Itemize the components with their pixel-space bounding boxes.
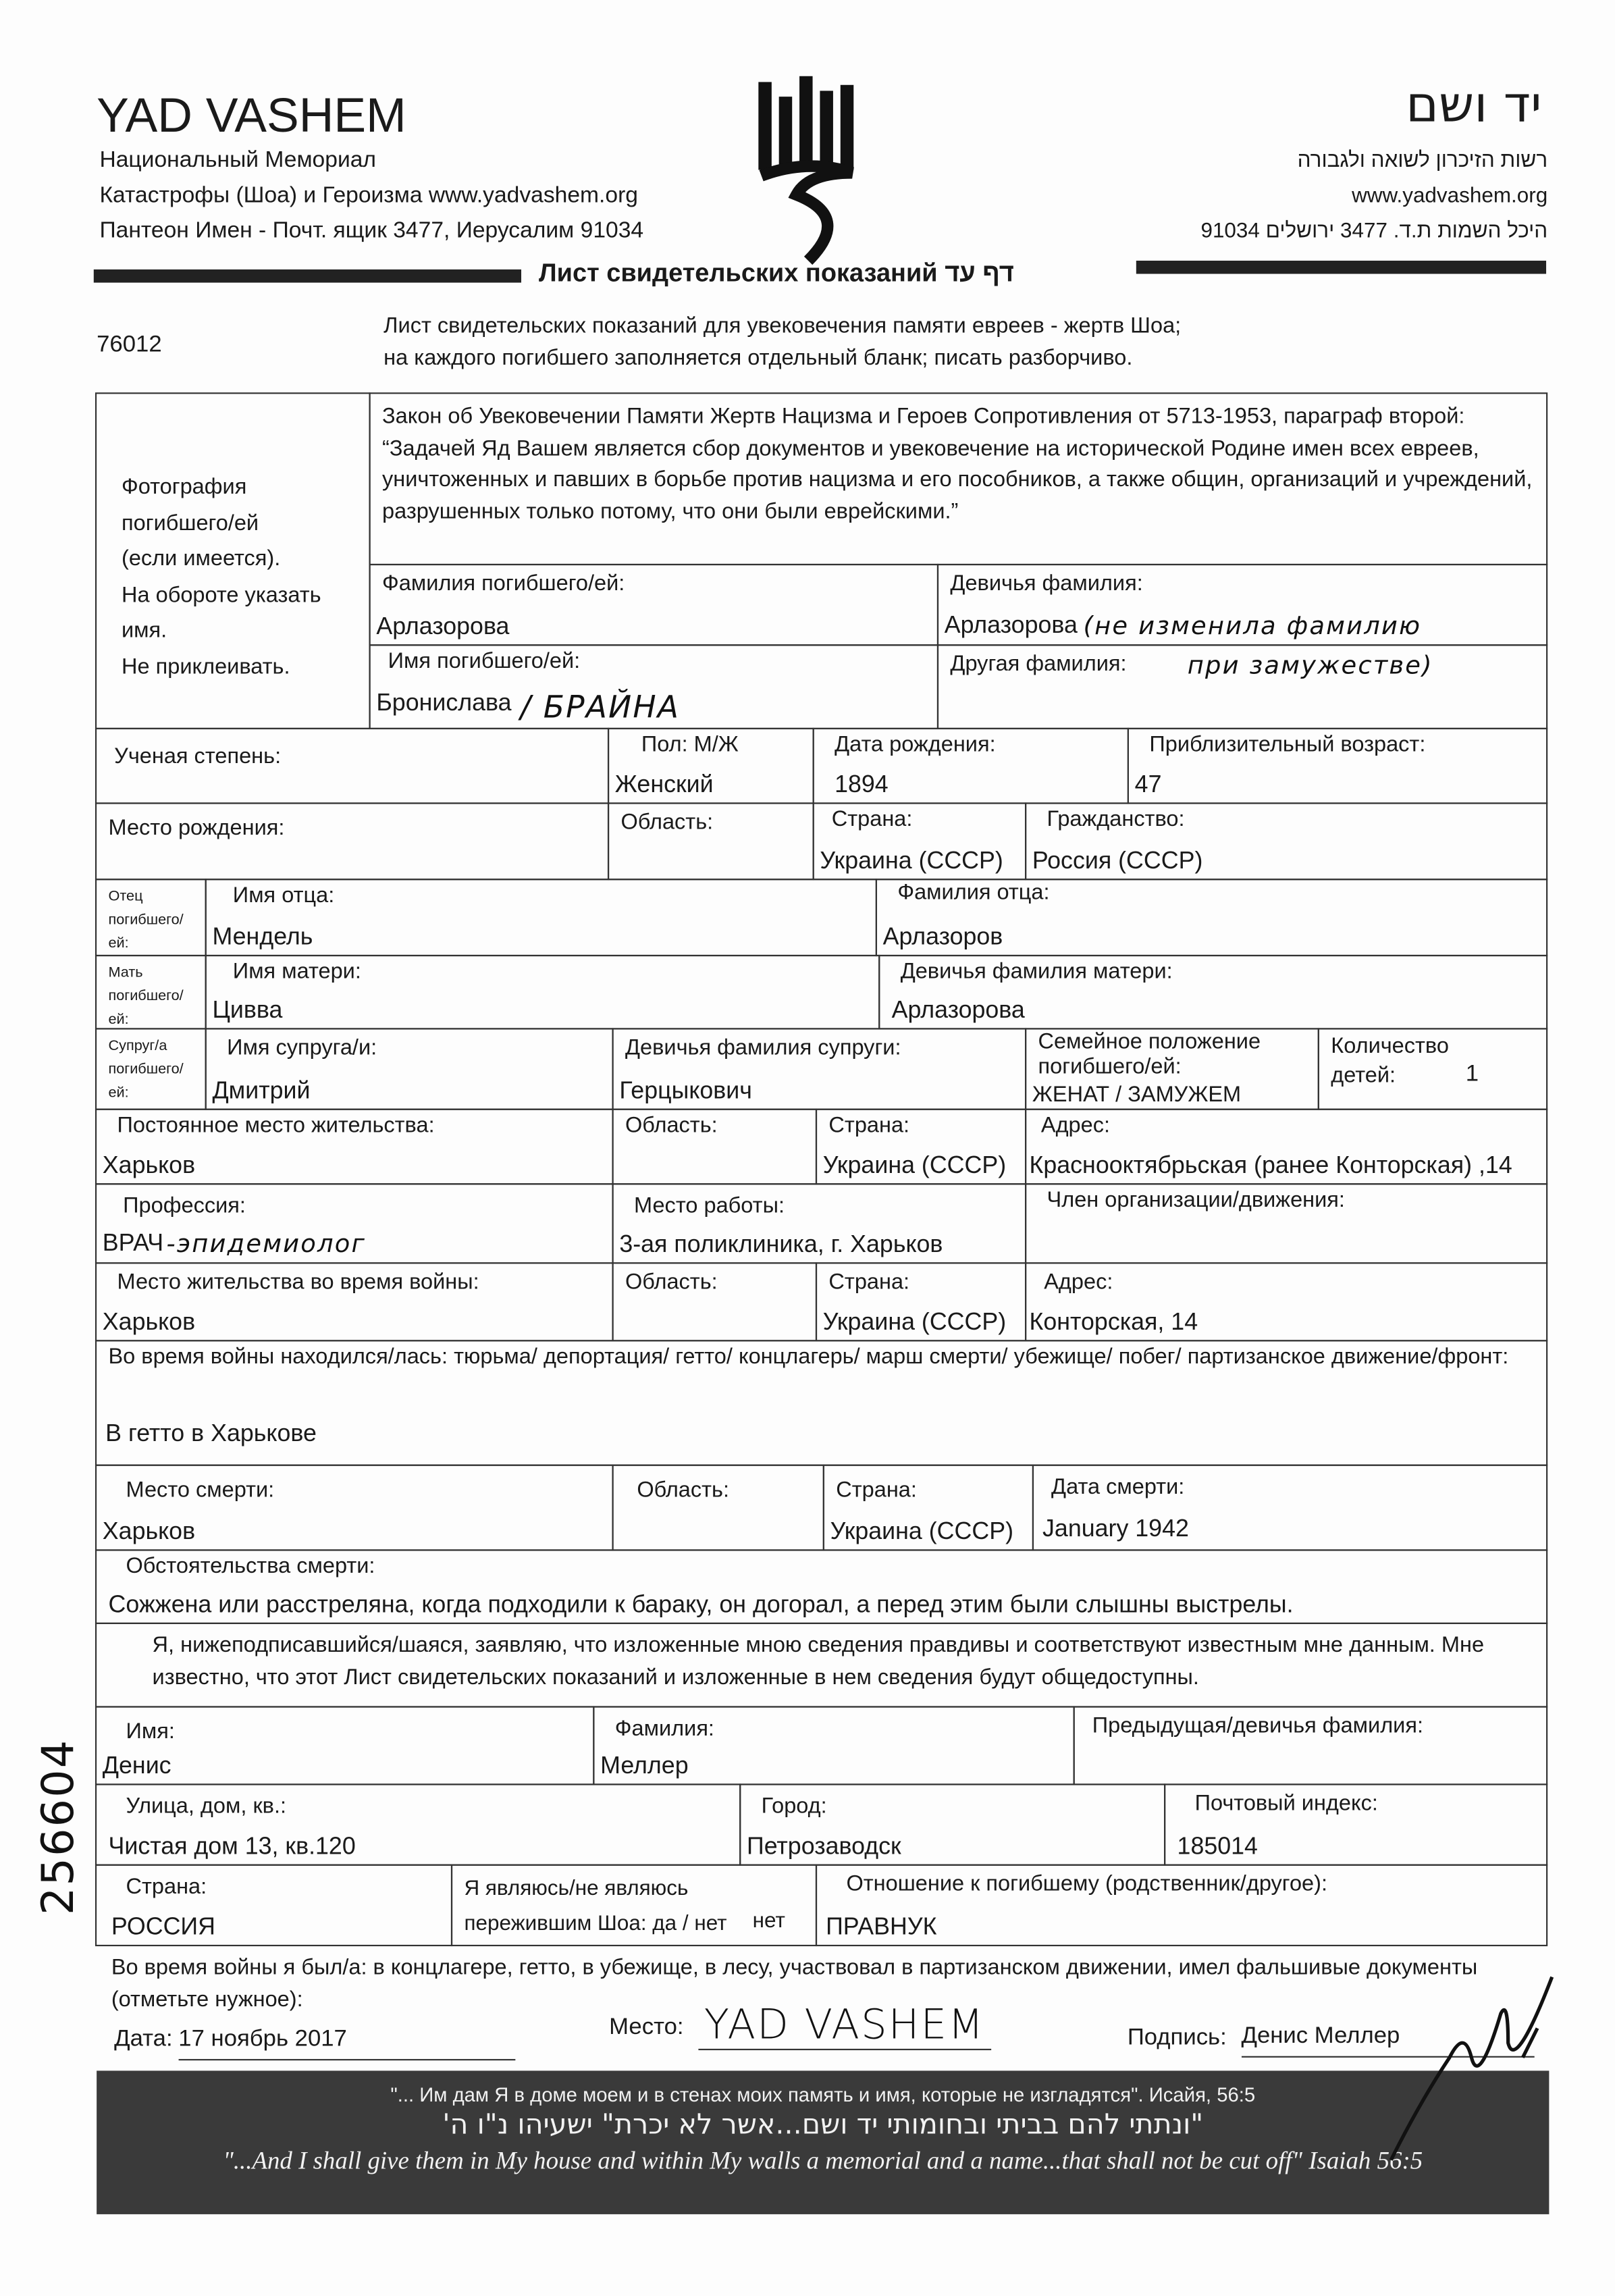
place-field[interactable] [609, 2000, 990, 2050]
photo-note-line: погибшего/ей [121, 510, 259, 536]
field-value: Россия (СССР) [1032, 847, 1203, 875]
citizenship-field[interactable] [1025, 802, 1547, 880]
field-value: Цивва [212, 997, 283, 1024]
death-date-field[interactable] [1032, 1465, 1547, 1551]
victim-other-surname-field[interactable] [937, 644, 1547, 729]
side-label: Отец погибшего/ей: [108, 889, 184, 952]
handwritten-note: -эпидемиолог [166, 1230, 367, 1259]
handwritten-note: (не изменила фамилию [1083, 612, 1422, 642]
field-value: Мендель [212, 924, 313, 951]
field-value: Дмитрий [212, 1078, 311, 1105]
field-label: Фамилия погибшего/ей: [382, 571, 625, 596]
field-value: 3-ая поликлиника, г. Харьков [619, 1231, 943, 1258]
field-value: 17 ноябрь 2017 [178, 2027, 515, 2060]
address-line: רשות הזיכרון לשואה ולגבורה [1297, 149, 1548, 173]
field-label: Отношение к погибшему (родственник/другое): [846, 1871, 1328, 1897]
photo-note-line: Не приклеивать. [121, 654, 290, 679]
victim-firstname-field[interactable] [369, 644, 938, 729]
field-label: Подпись: [1127, 2025, 1227, 2051]
field-label: Имя погибшего/ей: [388, 648, 581, 674]
field-value: Петрозаводск [746, 1833, 901, 1860]
photo-box [95, 392, 371, 729]
field-value: Герцыкович [619, 1078, 752, 1105]
father-surname-field[interactable] [876, 879, 1547, 956]
quote-banner [97, 2070, 1549, 2214]
residence-field[interactable] [95, 1109, 614, 1185]
field-label: Имя: [126, 1719, 175, 1744]
field-label: Фамилия отца: [897, 880, 1050, 906]
field-label: Девичья фамилия: [950, 571, 1143, 596]
form-number: 76012 [97, 332, 162, 358]
intro-line: Лист свидетельских показаний для увековечения памяти евреев - жертв Шоа; [383, 313, 1182, 338]
field-value: ЖЕНАТ / ЗАМУЖЕМ [1032, 1082, 1242, 1107]
field-label: Страна: [828, 1113, 910, 1139]
yad-vashem-logo [749, 70, 866, 276]
field-label: Член организации/движения: [1047, 1187, 1345, 1213]
mother-side-label [95, 955, 207, 1030]
field-label: Область: [620, 810, 714, 835]
law-text: Закон об Увековечении Памяти Жертв Нацизма и Героев Сопротивления от 5713-1953, параграф второй: “Задачей Яд Вашем является сбор документов и увековечение на исторической Родине имен всех евреев, уничтоженных и павших в борьбе против нацизма и его пособников, а также общин, организаций и учреждений, разрушенных только потому, что они были еврейскими.” [382, 404, 1533, 524]
field-value: Украина (СССР) [822, 1309, 1007, 1336]
children-count-field[interactable] [1318, 1028, 1547, 1110]
field-label: Девичья фамилия матери: [900, 959, 1173, 985]
submitter-street-field[interactable] [95, 1783, 741, 1865]
residence-address-field[interactable] [1025, 1109, 1547, 1185]
field-value: January 1942 [1042, 1515, 1189, 1542]
field-label: Приблизительный возраст: [1149, 732, 1426, 758]
field-label: Место работы: [634, 1193, 785, 1219]
form-title: Лист свидетельских показаний דף עד [539, 257, 1014, 288]
field-label: Улица, дом, кв.: [126, 1794, 287, 1819]
field-value: Арлазорова [891, 997, 1025, 1024]
field-value: Арлазорова [944, 612, 1078, 639]
field-value: Харьков [102, 1518, 196, 1545]
victim-surname-field[interactable] [369, 564, 938, 646]
field-value: 1894 [835, 771, 889, 798]
mother-name-field[interactable] [205, 955, 880, 1030]
submitter-country-field[interactable] [95, 1864, 452, 1946]
intro-text [383, 311, 1181, 375]
intro-line: на каждого погибшего заполняется отдельный бланк; писать разборчиво. [383, 345, 1133, 371]
field-label: Место: [609, 2014, 684, 2040]
father-side-label [95, 879, 207, 956]
submitter-zip-field[interactable] [1164, 1783, 1547, 1865]
profession-field[interactable] [95, 1183, 614, 1263]
residence-region-field[interactable] [612, 1109, 817, 1185]
photo-note-line: На обороте указать [121, 582, 321, 607]
field-value: Краснооктябрьская (ранее Конторская) ,14 [1029, 1152, 1512, 1179]
field-label: Страна: [836, 1478, 917, 1503]
workplace-field[interactable] [612, 1183, 1026, 1263]
field-label: Область: [625, 1270, 718, 1295]
birth-date-field[interactable] [813, 728, 1129, 804]
field-value: 185014 [1177, 1833, 1258, 1860]
photo-note-line: Фотография [121, 474, 247, 500]
war-self-text: Во время войны я был/а: в концлагере, гетто, в убежище, в лесу, участвовал в партизанском движении, имел фальшивые документы (отметьте нужное): [111, 1955, 1478, 2012]
survivor-field[interactable] [451, 1864, 817, 1946]
field-label: Предыдущая/девичья фамилия: [1092, 1713, 1424, 1739]
field-label: Девичья фамилия супруги: [625, 1035, 901, 1061]
field-value: Украина (СССР) [820, 847, 1003, 875]
side-label: Супруг/а погибшего/ей: [108, 1038, 184, 1101]
submitter-city-field[interactable] [739, 1783, 1165, 1865]
field-value: РОССИЯ [111, 1914, 215, 1941]
mother-surname-field[interactable] [878, 955, 1547, 1030]
degree-field[interactable] [95, 728, 609, 804]
field-value: Денис Меллер [1241, 2024, 1534, 2058]
field-value: Сожжена или расстреляна, когда подходили к бараку, он догорал, а перед этим были слышны выстрелы. [108, 1592, 1294, 1619]
address-line: www.yadvashem.org [1352, 184, 1548, 208]
header-rule [94, 269, 521, 283]
field-label: Страна: [828, 1270, 910, 1295]
field-value: ПРАВНУК [826, 1914, 937, 1941]
quote-english: "...And I shall give them in My house and within My walls a memorial and a name...that shall not be cut off" Isaiah 56:5 [223, 2147, 1423, 2175]
war-status-field[interactable] [95, 1340, 1547, 1465]
field-label: Имя супруга/и: [227, 1035, 377, 1061]
residence-country-field[interactable] [816, 1109, 1026, 1185]
spouse-side-label [95, 1028, 207, 1110]
field-label: Фамилия: [614, 1716, 714, 1742]
field-value: Украина (СССР) [822, 1152, 1007, 1179]
field-label: Семейное положение погибшего/ей: [1038, 1029, 1261, 1080]
war-country-field[interactable] [816, 1262, 1026, 1341]
quote-russian: "... Им дам Я в доме моем и в стенах моих память и имя, которые не изгладятся". Исайя, 56:5 [390, 2083, 1256, 2106]
marital-status-field[interactable] [1025, 1028, 1319, 1110]
war-region-field[interactable] [612, 1262, 817, 1341]
field-value: В гетто в Харькове [105, 1420, 317, 1447]
field-label: Обстоятельства смерти: [126, 1553, 375, 1579]
field-label: Почтовый индекс: [1194, 1791, 1378, 1817]
field-label: Область: [625, 1113, 718, 1139]
address-line: Национальный Мемориал [99, 148, 377, 173]
date-field[interactable] [114, 2027, 515, 2060]
field-label: Дата: [114, 2027, 173, 2052]
spouse-name-field[interactable] [205, 1028, 614, 1110]
death-region-field[interactable] [612, 1465, 824, 1551]
field-label: Место рождения: [108, 815, 285, 841]
field-label: Адрес: [1040, 1113, 1111, 1139]
photo-note-line: имя. [121, 618, 167, 644]
relation-field[interactable] [816, 1864, 1547, 1946]
field-label: Адрес: [1044, 1270, 1113, 1295]
age-field[interactable] [1128, 728, 1547, 804]
field-label: Во время войны находился/лась: тюрьма/ депортация/ гетто/ концлагерь/ марш смерти/ убежище/ побег/ партизанское движение/фронт: [108, 1344, 1509, 1369]
gender-field[interactable] [608, 728, 814, 804]
field-label: Пол: М/Ж [641, 732, 739, 758]
war-address-field[interactable] [1025, 1262, 1547, 1341]
field-value: Денис [102, 1752, 171, 1779]
handwritten-place: YAD VASHEM [698, 2000, 990, 2050]
war-residence-field[interactable] [95, 1262, 614, 1341]
hebrew-address [1200, 144, 1547, 249]
field-label: Страна: [831, 806, 913, 832]
organization-field[interactable] [1025, 1183, 1547, 1263]
hebrew-brand: יד ושם [1406, 76, 1542, 135]
father-name-field[interactable] [205, 879, 877, 956]
submitter-name-field[interactable] [95, 1706, 594, 1785]
field-label: Дата рождения: [835, 732, 996, 758]
submitter-prev-surname-field[interactable] [1074, 1706, 1548, 1785]
field-label: Область: [637, 1478, 730, 1503]
address-line: היכל השמות ת.ד. 3477 ירושלים 91034 [1200, 219, 1548, 243]
field-label: Я являюсь/не являюсь пережившим Шоа: да / нет [464, 1877, 727, 1936]
field-value: Арлазорова [376, 613, 510, 640]
field-label: Количество детей: [1331, 1034, 1449, 1089]
address-line: Катастрофы (Шоа) и Героизма www.yadvashem.org [99, 183, 639, 208]
quote-hebrew: "ונתתי להם בביתי ובחומותי יד ושם...אשר לא יכרת" ישעיהו נ"ו ה' [442, 2108, 1204, 2141]
field-label: Постоянное место жительства: [117, 1113, 435, 1139]
field-label: Город: [761, 1794, 827, 1819]
field-value: Женский [614, 771, 714, 798]
field-label: Гражданство: [1047, 806, 1185, 832]
side-label: Мать погибшего/ей: [108, 965, 184, 1028]
field-label: Профессия: [123, 1193, 246, 1219]
death-place-field[interactable] [95, 1465, 614, 1551]
field-value: нет [752, 1909, 785, 1933]
field-label: Другая фамилия: [950, 652, 1127, 677]
field-label: Страна: [126, 1874, 207, 1900]
birth-region-field[interactable] [608, 802, 814, 880]
birth-place-field[interactable] [95, 802, 609, 880]
signature-scribble [1362, 1970, 1567, 2175]
field-value: Харьков [102, 1152, 196, 1179]
field-label: Дата смерти: [1051, 1474, 1185, 1500]
field-value: 47 [1134, 771, 1162, 798]
handwritten-note: при замужестве) [1187, 652, 1433, 681]
declaration-text: Я, нижеподписавшийся/шаяся, заявляю, что изложенные мною сведения правдивы и соответствуют известным мне данным. Мне известно, что этот Лист свидетельских показаний и изложенные в нем сведения будут общедоступны. [152, 1632, 1485, 1690]
field-value: ВРАЧ [102, 1230, 164, 1257]
field-value: Чистая дом 13, кв.120 [108, 1833, 356, 1860]
law-text-box [369, 392, 1547, 565]
field-value: Конторская, 14 [1029, 1309, 1198, 1336]
spouse-maiden-field[interactable] [612, 1028, 1026, 1110]
brand-address [99, 144, 643, 249]
field-value: Арлазоров [882, 924, 1003, 951]
photo-note-line: (если имеется). [121, 546, 281, 571]
field-value: Украина (СССР) [830, 1518, 1014, 1545]
handwritten-note: / БРАЙНА [520, 689, 681, 725]
field-label: Место жительства во время войны: [117, 1270, 479, 1295]
death-circumstances-field[interactable] [95, 1549, 1547, 1624]
field-label: Ученая степень: [114, 743, 282, 769]
submitter-surname-field[interactable] [593, 1706, 1074, 1785]
field-value: Меллер [600, 1752, 689, 1779]
field-label: Место смерти: [126, 1478, 275, 1503]
field-value: 1 [1465, 1062, 1479, 1087]
photo-note [122, 470, 321, 685]
header-rule [1136, 261, 1546, 274]
address-line: Пантеон Имен - Почт. ящик 3477, Иерусалим 91034 [99, 218, 644, 243]
brand-title: YAD VASHEM [97, 88, 406, 142]
victim-maiden-field[interactable] [937, 564, 1547, 646]
field-label: Имя отца: [232, 883, 335, 908]
field-value: Харьков [102, 1309, 196, 1336]
death-country-field[interactable] [823, 1465, 1034, 1551]
field-label: Имя матери: [232, 959, 361, 985]
field-value: Бронислава [376, 689, 512, 716]
margin-archive-number: 256604 [33, 1738, 85, 1916]
birth-country-field[interactable] [813, 802, 1027, 880]
declaration-box [95, 1623, 1547, 1708]
